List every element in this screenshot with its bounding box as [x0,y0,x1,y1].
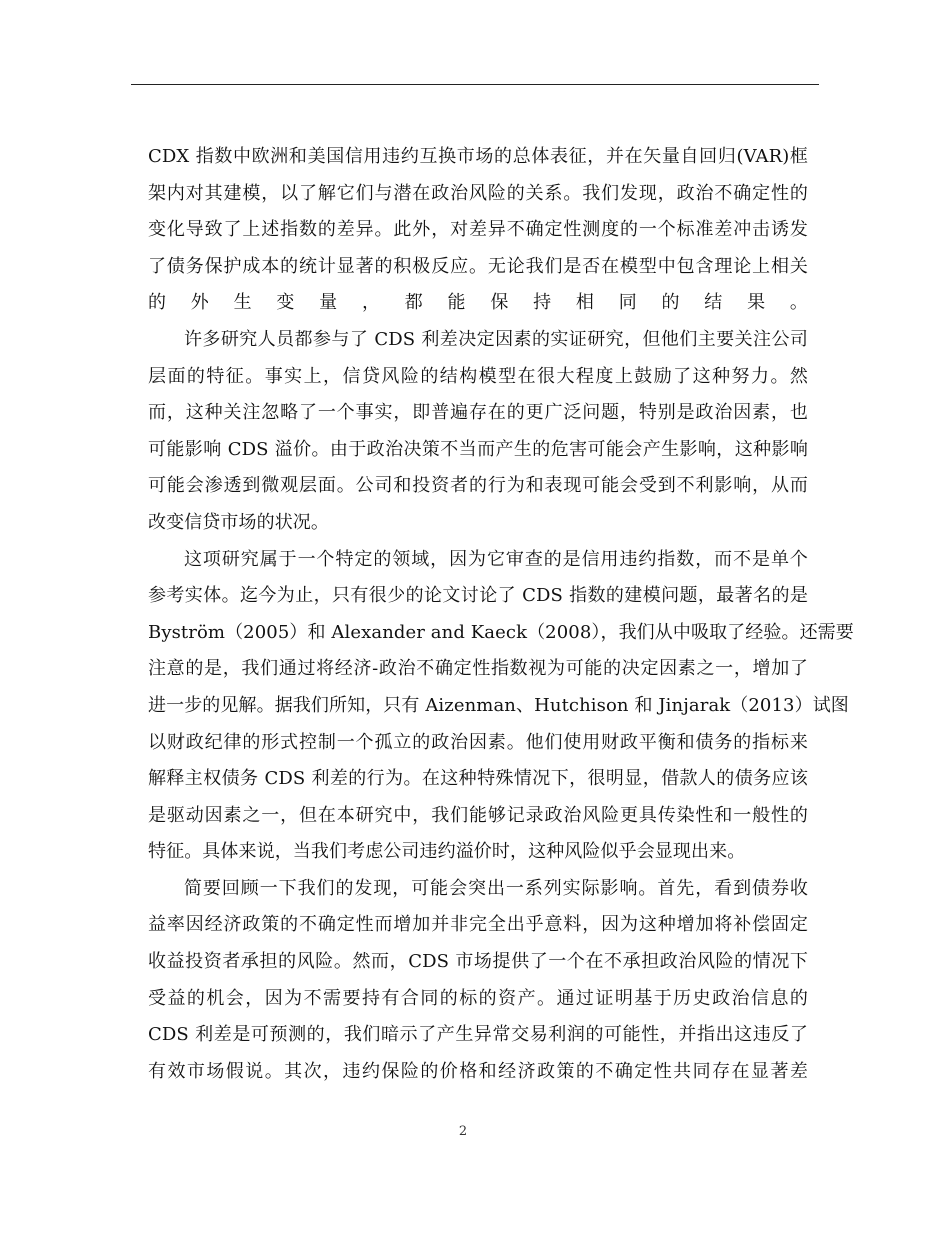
text-line: CDX 指数中欧洲和美国信用违约互换市场的总体表征，并在矢量自回归(VAR)框 [148,146,808,167]
text-line: CDS 利差是可预测的，我们暗示了产生异常交易利润的可能性，并指出这违反了 [148,1024,808,1046]
text-line: 这项研究属于一个特定的领域，因为它审查的是信用违约指数，而不是单个 [184,548,808,570]
text-line: 是驱动因素之一，但在本研究中，我们能够记录政治风险更具传染性和一般性的 [148,804,808,826]
text-line: 特征。具体来说，当我们考虑公司违约溢价时，这种风险似乎会显现出来。 [148,841,746,863]
text-line: 可能会渗透到微观层面。公司和投资者的行为和表现可能会受到不利影响，从而 [148,475,808,497]
text-line: 以财政纪律的形式控制一个孤立的政治因素。他们使用财政平衡和债务的指标来 [148,731,808,753]
text-line: 架内对其建模，以了解它们与潜在政治风险的关系。我们发现，政治不确定性的 [148,182,808,204]
paragraph [148,871,808,1091]
paragraph [148,322,808,542]
paragraph [148,139,808,322]
text-line: 简要回顾一下我们的发现，可能会突出一系列实际影响。首先，看到债券收 [184,877,808,899]
text-line: 变化导致了上述指数的差异。此外，对差异不确定性测度的一个标准差冲击诱发 [148,219,808,241]
text-line: 解释主权债务 CDS 利差的行为。在这种特殊情况下，很明显，借款人的债务应该 [148,768,808,790]
paragraph [148,542,854,871]
text-line: 参考实体。迄今为止，只有很少的论文讨论了 CDS 指数的建模问题，最著名的是 [148,585,808,607]
text-line: 受益的机会，因为不需要持有合同的标的资产。通过证明基于历史政治信息的 [148,987,808,1009]
text-line: 的外生变量，都能保持相同的结果。 [148,292,808,314]
text-line: 进一步的见解。据我们所知，只有 Aizenman、Hutchison 和 Jinjarak（2013）试图 [148,694,849,716]
text-line: 收益投资者承担的风险。然而，CDS 市场提供了一个在不承担政治风险的情况下 [148,951,808,973]
text-line: 层面的特征。事实上，信贷风险的结构模型在很大程度上鼓励了这种努力。然 [148,365,808,387]
text-line: 可能影响 CDS 溢价。由于政治决策不当而产生的危害可能会产生影响，这种影响 [148,438,808,460]
document-body [148,139,854,1090]
text-line: Byström（2005）和 Alexander and Kaeck（2008），我们从中吸取了经验。还需要 [148,621,854,643]
text-line: 益率因经济政策的不确定性而增加并非完全出乎意料，因为这种增加将补偿固定 [148,914,808,936]
page-number: 2 [458,1124,468,1139]
text-line: 有效市场假说。其次，违约保险的价格和经济政策的不确定性共同存在显著差 [148,1060,808,1082]
text-line: 改变信贷市场的状况。 [148,511,329,533]
text-line: 了债务保护成本的统计显著的积极反应。无论我们是否在模型中包含理论上相关 [148,255,808,277]
text-line: 许多研究人员都参与了 CDS 利差决定因素的实证研究，但他们主要关注公司 [184,328,808,350]
text-line: 注意的是，我们通过将经济-政治不确定性指数视为可能的决定因素之一，增加了 [148,658,808,680]
text-line: 而，这种关注忽略了一个事实，即普遍存在的更广泛问题，特别是政治因素，也 [148,402,808,424]
header-rule [131,84,819,85]
